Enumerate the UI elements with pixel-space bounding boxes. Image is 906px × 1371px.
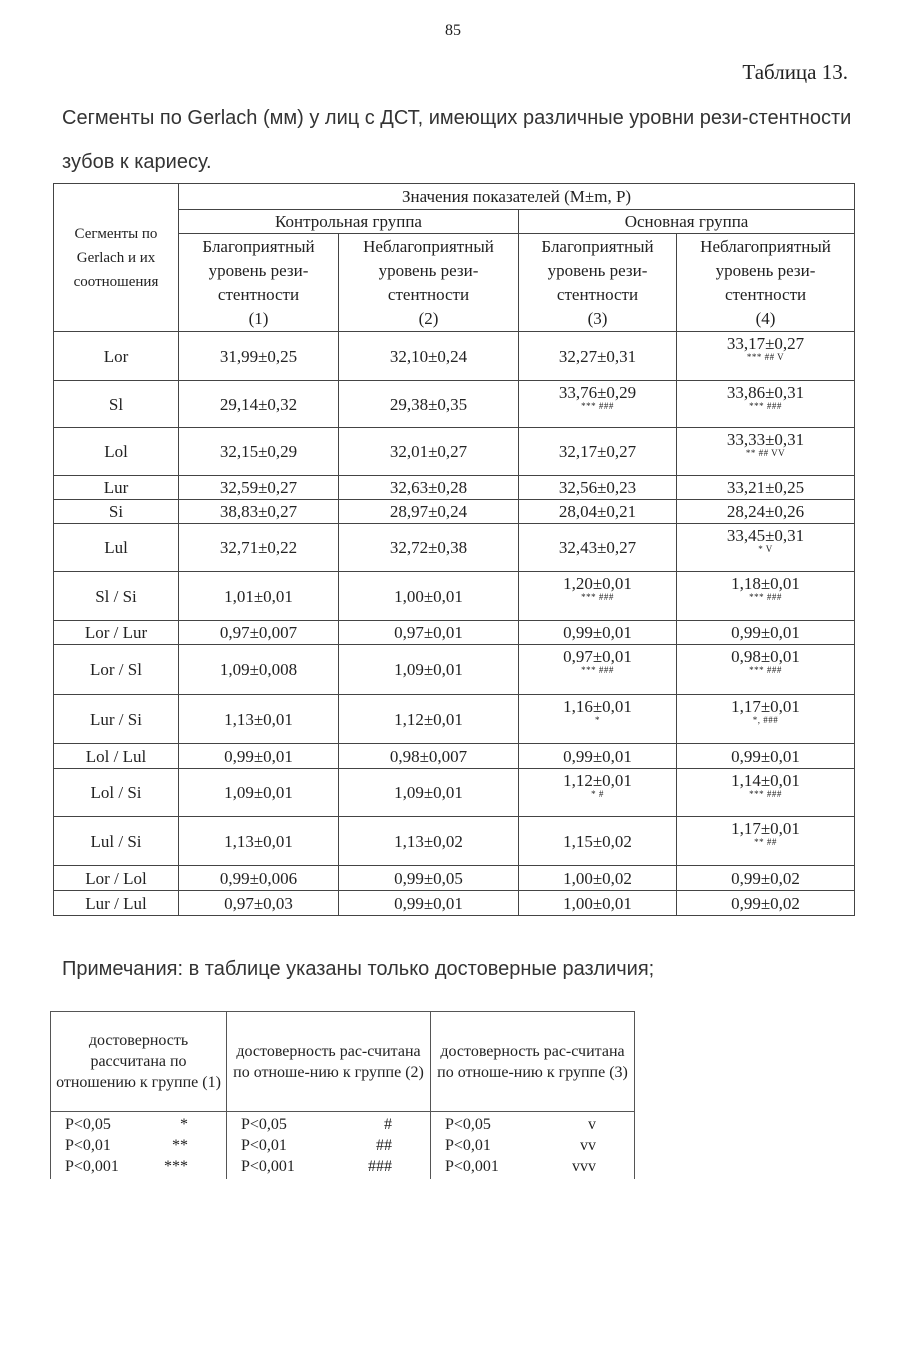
cell-value: 1,09±0,01 <box>394 783 463 802</box>
cell-value: 1,18±0,01 <box>731 574 800 593</box>
significance-marks: *** ### <box>749 592 782 602</box>
cell-group-2 <box>339 769 519 817</box>
main-group-header: Основная группа <box>519 210 855 234</box>
cell-group-2 <box>339 500 519 524</box>
control-group-header: Контрольная группа <box>179 210 519 234</box>
legend-group-3 <box>431 1112 635 1180</box>
segment-label <box>54 891 179 916</box>
cell-value: 1,20±0,01 <box>563 574 632 593</box>
table-row <box>54 572 855 621</box>
p-threshold: P<0,01 <box>65 1137 111 1154</box>
cell-value: 1,15±0,02 <box>563 831 632 851</box>
significance-marks: *** ## V <box>746 352 785 362</box>
cell-group-4 <box>677 524 855 572</box>
significance-marks: ** ## <box>754 837 777 847</box>
cell-value: Lur <box>103 478 129 497</box>
significance-marks: *** ### <box>581 401 614 411</box>
cell-value: 32,43±0,27 <box>558 538 637 557</box>
cell-value: 1,00±0,02 <box>563 868 632 888</box>
p-threshold: P<0,01 <box>445 1137 491 1154</box>
cell-value: Si <box>108 502 124 521</box>
cell-value: 33,33±0,31 <box>726 430 805 449</box>
cell-value: 32,01±0,27 <box>389 442 468 461</box>
cell-group-2 <box>339 524 519 572</box>
table-row <box>54 866 855 891</box>
cell-group-3 <box>519 817 677 866</box>
cell-value: 32,10±0,24 <box>389 346 468 366</box>
p-threshold: P<0,001 <box>445 1158 499 1175</box>
cell-group-3 <box>519 428 677 476</box>
cell-group-2 <box>339 332 519 381</box>
table-row <box>54 645 855 695</box>
cell-group-1 <box>179 645 339 695</box>
cell-value: Lur / Lul <box>85 893 147 913</box>
cell-group-4 <box>677 817 855 866</box>
legend-header-3: достоверность рас-считана по отноше-нию к группе (3) <box>431 1012 635 1112</box>
cell-value: Lor <box>103 346 129 366</box>
legend-row <box>445 1114 622 1135</box>
p-threshold: P<0,05 <box>65 1116 111 1133</box>
cell-group-4 <box>677 476 855 500</box>
cell-value: 0,99±0,01 <box>563 623 632 642</box>
cell-group-1 <box>179 524 339 572</box>
legend-row <box>445 1156 622 1177</box>
cell-group-1 <box>179 500 339 524</box>
table-row <box>54 695 855 744</box>
significance-symbol: vvv <box>572 1158 596 1175</box>
cell-value: 0,99±0,01 <box>731 746 800 766</box>
cell-value: Lol / Lul <box>85 746 147 766</box>
cell-value: 0,99±0,01 <box>731 623 800 642</box>
cell-value: 0,97±0,01 <box>563 647 632 666</box>
cell-group-3 <box>519 866 677 891</box>
cell-value: 0,98±0,01 <box>731 647 800 666</box>
significance-marks: *** ### <box>581 592 614 602</box>
cell-value: 1,00±0,01 <box>394 586 463 606</box>
cell-value: 28,04±0,21 <box>558 502 637 521</box>
significance-symbol: * <box>180 1116 188 1133</box>
cell-group-4 <box>677 744 855 769</box>
cell-value: Sl / Si <box>95 586 137 606</box>
cell-value: 1,13±0,01 <box>224 709 293 729</box>
cell-value: Lol <box>104 442 128 461</box>
legend-row <box>241 1114 418 1135</box>
segment-label <box>54 524 179 572</box>
cell-group-1 <box>179 621 339 645</box>
cell-value: 1,09±0,01 <box>394 660 463 679</box>
cell-group-4 <box>677 769 855 817</box>
cell-value: 32,72±0,38 <box>389 538 468 557</box>
significance-marks: ** ## VV <box>745 448 786 458</box>
cell-value: 1,00±0,01 <box>563 893 632 913</box>
cell-group-1 <box>179 744 339 769</box>
cell-value: 28,24±0,26 <box>726 502 805 521</box>
legend-row <box>65 1156 214 1177</box>
cell-value: 32,63±0,28 <box>389 478 468 497</box>
cell-value: Lur / Si <box>90 709 142 729</box>
p-threshold: P<0,001 <box>241 1158 295 1175</box>
cell-value: 0,99±0,01 <box>563 746 632 766</box>
cell-value: Lul <box>104 538 128 557</box>
cell-value: 38,83±0,27 <box>219 502 298 521</box>
segment-label <box>54 500 179 524</box>
segment-label <box>54 744 179 769</box>
cell-value: 32,59±0,27 <box>219 478 298 497</box>
cell-value: 1,17±0,01 <box>731 819 800 838</box>
cell-group-3 <box>519 695 677 744</box>
cell-group-2 <box>339 817 519 866</box>
segment-label <box>54 428 179 476</box>
col4-header: Неблагоприятный уровень рези-стентности (4) <box>677 234 855 332</box>
p-threshold: P<0,05 <box>445 1116 491 1133</box>
legend-row <box>65 1135 214 1156</box>
significance-symbol: v <box>588 1116 596 1133</box>
cell-value: 0,99±0,01 <box>224 746 293 766</box>
significance-symbol: # <box>384 1116 392 1133</box>
table-row <box>54 817 855 866</box>
cell-value: 29,38±0,35 <box>389 394 468 414</box>
cell-value: 0,99±0,01 <box>394 893 463 913</box>
cell-value: 33,86±0,31 <box>726 383 805 402</box>
table-title: Таблица 13. <box>742 60 848 84</box>
cell-value: Lor / Lur <box>84 623 148 642</box>
cell-value: 1,09±0,008 <box>219 660 298 679</box>
results-table <box>53 183 855 916</box>
cell-value: 1,12±0,01 <box>563 771 632 790</box>
legend-row <box>241 1156 418 1177</box>
cell-group-4 <box>677 645 855 695</box>
significance-marks: * # <box>591 789 604 799</box>
cell-group-1 <box>179 891 339 916</box>
segment-label <box>54 476 179 500</box>
cell-group-4 <box>677 332 855 381</box>
cell-group-1 <box>179 695 339 744</box>
cell-group-4 <box>677 381 855 428</box>
significance-marks: *** ### <box>749 401 782 411</box>
cell-value: 0,97±0,007 <box>219 623 298 642</box>
cell-value: 32,71±0,22 <box>219 538 298 557</box>
cell-group-3 <box>519 572 677 621</box>
segment-label <box>54 866 179 891</box>
cell-value: Lor / Lol <box>85 868 147 888</box>
significance-marks: *** ### <box>749 789 782 799</box>
cell-group-4 <box>677 866 855 891</box>
table-row <box>54 476 855 500</box>
cell-group-4 <box>677 572 855 621</box>
table-row <box>54 332 855 381</box>
cell-group-4 <box>677 500 855 524</box>
cell-value: Lor / Sl <box>90 660 142 679</box>
cell-value: 1,13±0,02 <box>394 831 463 851</box>
significance-marks: * V <box>758 544 773 554</box>
cell-group-2 <box>339 891 519 916</box>
cell-value: 33,45±0,31 <box>726 526 805 545</box>
cell-value: 0,99±0,02 <box>731 868 800 888</box>
significance-symbol: ## <box>376 1137 392 1154</box>
cell-value: 0,97±0,03 <box>224 893 293 913</box>
significance-symbol: *** <box>164 1158 188 1175</box>
table-row <box>54 891 855 916</box>
cell-group-1 <box>179 476 339 500</box>
cell-group-3 <box>519 891 677 916</box>
cell-group-1 <box>179 381 339 428</box>
table-row <box>54 621 855 645</box>
table-caption: Сегменты по Gerlach (мм) у лиц с ДСТ, имеющих различные уровни рези-стентности зубов к кариесу. <box>62 107 852 173</box>
cell-value: 0,99±0,05 <box>394 868 463 888</box>
cell-group-3 <box>519 524 677 572</box>
cell-value: 1,14±0,01 <box>731 771 800 790</box>
cell-value: 33,76±0,29 <box>558 383 637 402</box>
cell-value: Lul / Si <box>90 831 142 851</box>
table-row <box>54 500 855 524</box>
segment-label <box>54 695 179 744</box>
cell-value: 1,16±0,01 <box>563 697 632 716</box>
col2-header: Неблагоприятный уровень рези-стентности (2) <box>339 234 519 332</box>
cell-group-4 <box>677 621 855 645</box>
cell-value: 32,17±0,27 <box>558 442 637 461</box>
segment-label <box>54 645 179 695</box>
legend-row <box>445 1135 622 1156</box>
cell-group-1 <box>179 332 339 381</box>
cell-group-4 <box>677 428 855 476</box>
table-row <box>54 769 855 817</box>
segment-label <box>54 332 179 381</box>
cell-group-4 <box>677 891 855 916</box>
cell-group-3 <box>519 769 677 817</box>
significance-marks: *** ### <box>749 665 782 675</box>
cell-group-4 <box>677 695 855 744</box>
col1-header: Благоприятный уровень рези-стентности (1) <box>179 234 339 332</box>
cell-group-1 <box>179 866 339 891</box>
cell-group-1 <box>179 817 339 866</box>
segments-header: Сегменты по Gerlach и их соотношения <box>54 184 179 332</box>
cell-group-2 <box>339 428 519 476</box>
page-number: 85 <box>445 22 461 39</box>
cell-group-2 <box>339 381 519 428</box>
cell-group-2 <box>339 744 519 769</box>
cell-group-2 <box>339 572 519 621</box>
table-row <box>54 744 855 769</box>
legend-header-1: достоверность рассчитана по отношению к группе (1) <box>51 1012 227 1112</box>
p-threshold: P<0,01 <box>241 1137 287 1154</box>
cell-value: Sl <box>108 394 124 414</box>
cell-value: 1,12±0,01 <box>394 709 463 729</box>
cell-group-3 <box>519 645 677 695</box>
cell-group-2 <box>339 695 519 744</box>
cell-value: 31,99±0,25 <box>219 346 298 366</box>
segment-label <box>54 769 179 817</box>
significance-symbol: ### <box>368 1158 392 1175</box>
cell-group-3 <box>519 381 677 428</box>
significance-marks: *, ### <box>752 715 779 725</box>
significance-marks: *** ### <box>581 665 614 675</box>
cell-value: 0,97±0,01 <box>394 623 463 642</box>
cell-value: 0,99±0,02 <box>731 893 800 913</box>
legend-row <box>241 1135 418 1156</box>
legend-group-1 <box>51 1112 227 1180</box>
cell-value: 1,17±0,01 <box>731 697 800 716</box>
cell-value: 29,14±0,32 <box>219 394 298 414</box>
segment-label <box>54 621 179 645</box>
cell-value: 28,97±0,24 <box>389 502 468 521</box>
cell-group-2 <box>339 645 519 695</box>
cell-group-2 <box>339 621 519 645</box>
cell-value: 33,17±0,27 <box>726 334 805 353</box>
cell-group-3 <box>519 621 677 645</box>
cell-group-3 <box>519 500 677 524</box>
cell-group-1 <box>179 572 339 621</box>
table-row <box>54 428 855 476</box>
p-threshold: P<0,05 <box>241 1116 287 1133</box>
cell-value: 32,15±0,29 <box>219 442 298 461</box>
significance-symbol: ** <box>172 1137 188 1154</box>
cell-value: 1,13±0,01 <box>224 831 293 851</box>
significance-symbol: vv <box>580 1137 596 1154</box>
cell-value: 32,56±0,23 <box>558 478 637 497</box>
cell-value: 0,99±0,006 <box>219 868 298 888</box>
cell-group-3 <box>519 744 677 769</box>
values-header: Значения показателей (M±m, P) <box>179 184 855 210</box>
cell-value: 1,01±0,01 <box>224 586 293 606</box>
legend-group-2 <box>227 1112 431 1180</box>
table-row <box>54 381 855 428</box>
notes-text: Примечания: в таблице указаны только достоверные различия; <box>62 958 655 980</box>
col3-header: Благоприятный уровень рези-стентности (3) <box>519 234 677 332</box>
cell-group-1 <box>179 769 339 817</box>
cell-value: 0,98±0,007 <box>389 746 468 766</box>
table-row <box>54 524 855 572</box>
cell-value: 33,21±0,25 <box>726 478 805 497</box>
legend-header-2: достоверность рас-считана по отноше-нию к группе (2) <box>227 1012 431 1112</box>
segment-label <box>54 572 179 621</box>
cell-group-2 <box>339 476 519 500</box>
significance-marks: * <box>595 715 600 725</box>
cell-value: 32,27±0,31 <box>558 346 637 366</box>
significance-legend <box>50 1011 635 1179</box>
legend-row <box>65 1114 214 1135</box>
segment-label <box>54 817 179 866</box>
cell-value: 1,09±0,01 <box>224 783 293 802</box>
segment-label <box>54 381 179 428</box>
cell-group-1 <box>179 428 339 476</box>
p-threshold: P<0,001 <box>65 1158 119 1175</box>
cell-group-2 <box>339 866 519 891</box>
cell-group-3 <box>519 332 677 381</box>
cell-value: Lol / Si <box>90 783 142 802</box>
cell-group-3 <box>519 476 677 500</box>
